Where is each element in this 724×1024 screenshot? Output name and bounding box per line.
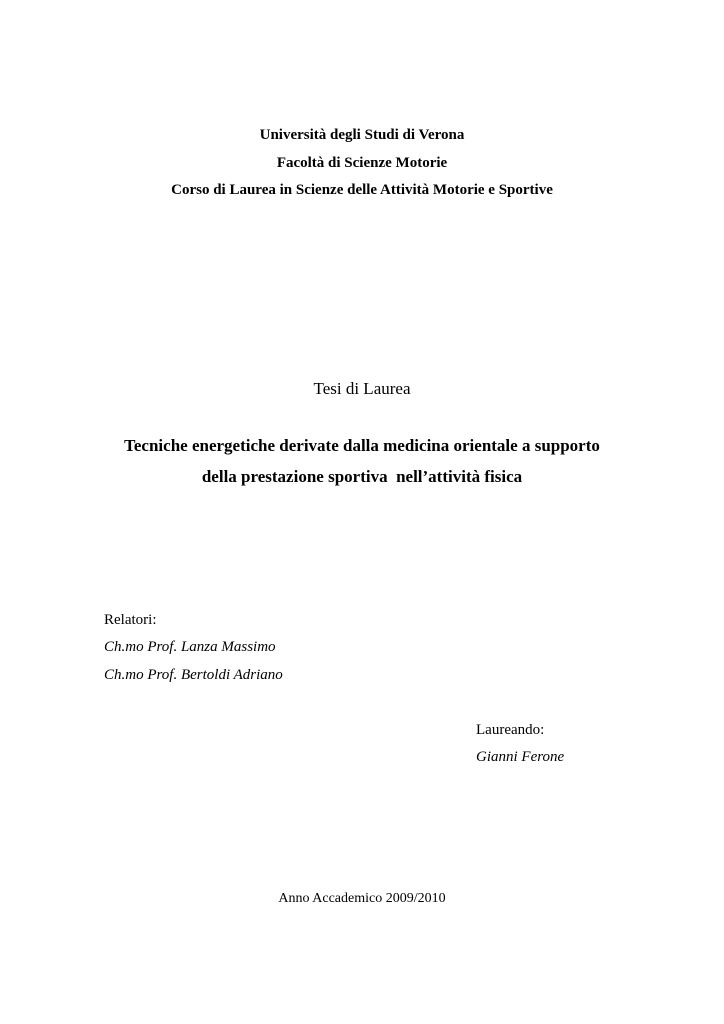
candidate-name: Gianni Ferone xyxy=(476,749,565,765)
supervisors-label: Relatori: xyxy=(104,612,157,628)
academic-year: Anno Accademico 2009/2010 xyxy=(278,891,446,906)
university-name: Università degli Studi di Verona xyxy=(259,127,465,143)
thesis-label: Tesi di Laurea xyxy=(313,379,411,398)
thesis-title-line-2: della prestazione sportiva nell’attività fisica xyxy=(201,467,523,486)
faculty-name: Facoltà di Scienze Motorie xyxy=(276,155,448,171)
course-name: Corso di Laurea in Scienze delle Attività Motorie e Sportive xyxy=(171,182,553,198)
thesis-title-line-1: Tecniche energetiche derivate dalla medicina orientale a supporto xyxy=(124,436,600,455)
supervisor-name: Ch.mo Prof. Lanza Massimo xyxy=(104,639,276,655)
candidate-label: Laureando: xyxy=(476,722,545,738)
supervisor-name: Ch.mo Prof. Bertoldi Adriano xyxy=(104,667,283,683)
